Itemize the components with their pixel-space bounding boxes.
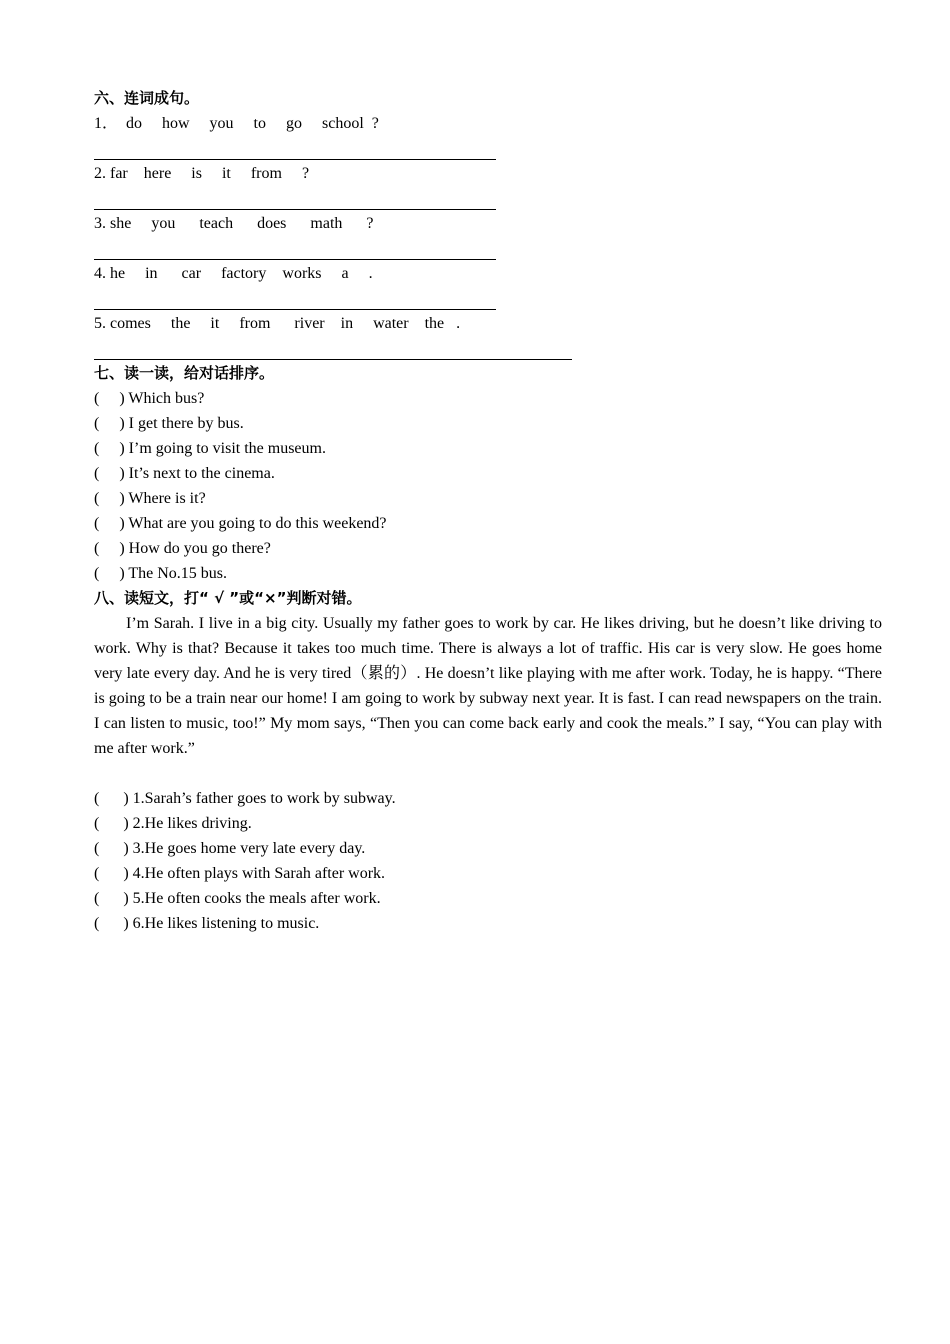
section-8-heading: 八、读短文，打“ √ ”或“×”判断对错。: [94, 589, 362, 607]
statement-text: 5.He often cooks the meals after work.: [128, 890, 381, 907]
reorder-question-3: 3. she you teach does math ?: [94, 215, 374, 232]
dialogue-line: [94, 436, 882, 461]
judgement-item: [94, 811, 882, 836]
order-blank[interactable]: ( ): [94, 515, 125, 532]
dialogue-text: It’s next to the cinema.: [124, 465, 275, 482]
dialogue-text: I get there by bus.: [124, 415, 244, 432]
statement-text: 1.Sarah’s father goes to work by subway.: [128, 790, 396, 807]
order-blank[interactable]: ( ): [94, 390, 125, 407]
answer-line-4[interactable]: [94, 286, 882, 311]
statement-text: 4.He often plays with Sarah after work.: [128, 865, 386, 882]
order-blank[interactable]: ( ): [94, 440, 125, 457]
dialogue-text: How do you go there?: [124, 540, 271, 557]
dialogue-line: [94, 461, 882, 486]
answer-line-1[interactable]: [94, 136, 882, 161]
dialogue-line: [94, 486, 882, 511]
dialogue-text: Which bus?: [124, 390, 205, 407]
reorder-question-4: 4. he in car factory works a .: [94, 265, 373, 282]
dialogue-line: [94, 511, 882, 536]
dialogue-line: [94, 386, 882, 411]
answer-line-5[interactable]: [94, 336, 882, 361]
order-blank[interactable]: ( ): [94, 565, 125, 582]
section-7-heading: 七、读一读，给对话排序。: [94, 364, 275, 382]
dialogue-line: [94, 561, 882, 586]
judgement-item: [94, 786, 882, 811]
judgement-item: [94, 836, 882, 861]
spacer: [94, 761, 882, 786]
reorder-question-1: 1． do how you to go school ?: [94, 115, 379, 132]
dialogue-text: What are you going to do this weekend?: [124, 515, 387, 532]
answer-blank[interactable]: ( ): [94, 815, 129, 832]
judgement-item: [94, 911, 882, 936]
dialogue-text: Where is it?: [124, 490, 206, 507]
order-blank[interactable]: ( ): [94, 415, 125, 432]
statement-text: 3.He goes home very late every day.: [128, 840, 366, 857]
statement-text: 2.He likes driving.: [128, 815, 252, 832]
dialogue-line: [94, 411, 882, 436]
worksheet-page: [94, 86, 882, 936]
answer-blank[interactable]: ( ): [94, 790, 129, 807]
section-6-heading: 六、连词成句。: [94, 89, 200, 107]
order-blank[interactable]: ( ): [94, 490, 125, 507]
statement-text: 6.He likes listening to music.: [128, 915, 320, 932]
judgement-item: [94, 861, 882, 886]
reading-passage: I’m Sarah. I live in a big city. Usually my father goes to work by car. He likes driving, but he doesn’t like driving to work. Why is that? Because it takes too much time. There is always a lot of traffic. His car is very slow. He goes home very late every day. And he is very tired（累的）. He doesn’t like playing with me after work. Today, he is happy. “There is going to be a train near our home! I am going to work by subway next year. It is fast. I can read newspapers on the train. I can listen to music, too!” My mom says, “Then you can come back early and cook the meals.” I say, “You can play with me after work.”: [94, 615, 882, 757]
answer-line-2[interactable]: [94, 186, 882, 211]
dialogue-text: The No.15 bus.: [124, 565, 228, 582]
dialogue-text: I’m going to visit the museum.: [124, 440, 326, 457]
order-blank[interactable]: ( ): [94, 540, 125, 557]
reorder-question-2: 2. far here is it from ?: [94, 165, 310, 182]
answer-blank[interactable]: ( ): [94, 865, 129, 882]
answer-blank[interactable]: ( ): [94, 890, 129, 907]
order-blank[interactable]: ( ): [94, 465, 125, 482]
answer-blank[interactable]: ( ): [94, 915, 129, 932]
reorder-question-5: 5. comes the it from river in water the .: [94, 315, 461, 332]
answer-line-3[interactable]: [94, 236, 882, 261]
dialogue-line: [94, 536, 882, 561]
judgement-item: [94, 886, 882, 911]
answer-blank[interactable]: ( ): [94, 840, 129, 857]
